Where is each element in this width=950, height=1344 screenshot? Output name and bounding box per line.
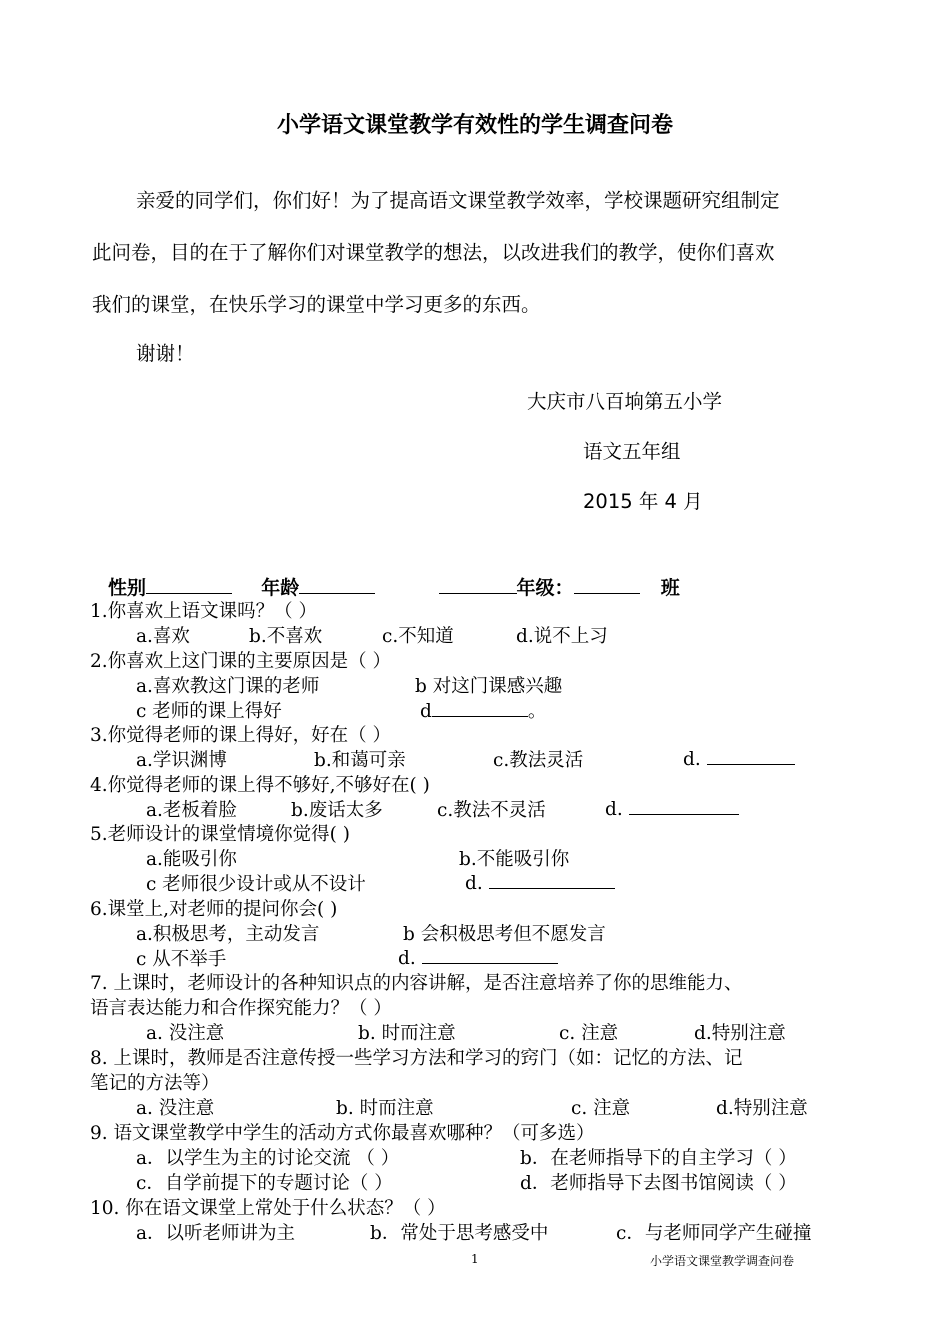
q6-option-a[interactable]: a.积极思考，主动发言 [136,924,320,945]
q6-option-c[interactable]: c 从不举手 [136,949,227,970]
q4-d-blank[interactable] [629,796,739,815]
grade-label: 年级： [516,577,574,599]
q1-option-b[interactable]: b.不喜欢 [249,626,323,647]
question-9: 9. 语文课堂教学中学生的活动方式你最喜欢哪种？（可多选） [90,1123,595,1144]
question-6: 6.课堂上,对老师的提问你会( ) [90,899,338,920]
q3-option-a[interactable]: a.学识渊博 [136,750,227,771]
q5-option-c[interactable]: c 老师很少设计或从不设计 [146,874,366,895]
age-label: 年龄 [261,577,300,599]
intro-line-2: 此问卷，目的在于了解你们对课堂教学的想法，以改进我们的教学，使你们喜欢 [92,241,775,264]
page-title: 小学语文课堂教学有效性的学生调查问卷 [276,113,673,138]
q2-option-d-end: 。 [527,701,547,722]
q8-option-c[interactable]: c. 注意 [571,1098,631,1119]
question-4: 4.你觉得老师的课上得不够好,不够好在( ) [90,775,430,796]
question-10: 10. 你在语文课堂上常处于什么状态？（ ） [90,1198,446,1219]
q1-option-d[interactable]: d.说不上习 [516,626,608,647]
q4-option-d[interactable] [605,796,739,820]
q4-option-c[interactable]: c.教法不灵活 [437,800,546,821]
q4-option-b[interactable]: b.废话太多 [291,800,383,821]
q6-option-d-label: d. [398,948,416,969]
grade-number-blank[interactable] [439,575,517,594]
q2-option-d-label: d [420,701,432,722]
date-text: 2015 年 4 月 [583,490,703,513]
question-8-line-2: 笔记的方法等） [90,1073,220,1094]
q3-option-d-label: d. [683,749,701,770]
q7-option-b[interactable]: b. 时而注意 [358,1023,456,1044]
q9-option-b[interactable]: b．在老师指导下的自主学习（ ） [520,1148,797,1169]
thanks-text: 谢谢！ [136,342,195,365]
intro-line-3: 我们的课堂，在快乐学习的课堂中学习更多的东西。 [92,293,541,316]
q3-option-c[interactable]: c.教法灵活 [493,750,584,771]
q2-option-a[interactable]: a.喜欢教这门课的老师 [136,676,320,697]
q1-option-c[interactable]: c.不知道 [382,626,454,647]
q7-option-d[interactable]: d.特别注意 [694,1023,786,1044]
q8-option-d[interactable]: d.特别注意 [716,1098,808,1119]
gender-blank[interactable] [146,575,232,594]
q10-option-a[interactable]: a．以听老师讲为主 [136,1223,296,1244]
q4-option-d-label: d. [605,799,623,820]
q2-option-b[interactable]: b 对这门课感兴趣 [415,676,563,697]
q7-option-a[interactable]: a. 没注意 [146,1023,225,1044]
q4-option-a[interactable]: a.老板着脸 [146,800,237,821]
q8-option-a[interactable]: a. 没注意 [136,1098,215,1119]
q10-option-c[interactable]: c．与老师同学产生碰撞 [616,1223,812,1244]
q7-option-c[interactable]: c. 注意 [559,1023,619,1044]
group-name: 语文五年组 [583,440,681,463]
question-2: 2.你喜欢上这门课的主要原因是（ ） [90,651,392,672]
question-7-line-1: 7. 上课时，老师设计的各种知识点的内容讲解，是否注意培养了你的思维能力、 [90,973,743,994]
q6-d-blank[interactable] [422,945,558,964]
class-label: 班 [660,577,680,599]
q2-d-blank[interactable] [432,698,528,717]
q3-d-blank[interactable] [707,746,795,765]
school-name: 大庆市八百垧第五小学 [527,390,723,413]
q9-option-d[interactable]: d．老师指导下去图书馆阅读（ ） [520,1173,797,1194]
q3-option-d[interactable] [683,746,795,770]
question-1: 1.你喜欢上语文课吗？（ ） [90,601,318,622]
question-7-line-2: 语言表达能力和合作探究能力？（ ） [90,998,392,1019]
q9-option-a[interactable]: a．以学生为主的讨论交流 （ ） [136,1148,400,1169]
footer-title: 小学语文课堂教学调查问卷 [650,1254,795,1268]
q8-option-b[interactable]: b. 时而注意 [336,1098,434,1119]
gender-label: 性别 [108,577,147,599]
student-info-row [108,573,680,600]
q2-option-d[interactable] [420,697,546,723]
q5-option-a[interactable]: a.能吸引你 [146,849,237,870]
q5-option-d[interactable] [465,870,615,894]
q5-option-b[interactable]: b.不能吸引你 [459,849,570,870]
question-8-line-1: 8. 上课时，教师是否注意传授一些学习方法和学习的窍门（如：记忆的方法、记 [90,1048,743,1069]
q10-option-b[interactable]: b．常处于思考感受中 [370,1223,549,1244]
question-5: 5.老师设计的课堂情境你觉得( ) [90,824,350,845]
q5-d-blank[interactable] [489,870,615,889]
q1-option-a[interactable]: a.喜欢 [136,626,190,647]
q2-option-c[interactable]: c 老师的课上得好 [136,701,282,722]
intro-line-1: 亲爱的同学们，你们好！为了提高语文课堂教学效率，学校课题研究组制定 [136,189,780,212]
page-number: 1 [471,1252,479,1266]
q3-option-b[interactable]: b.和蔼可亲 [314,750,406,771]
q5-option-d-label: d. [465,873,483,894]
q6-option-d[interactable] [398,945,558,969]
age-blank[interactable] [299,575,375,594]
question-3: 3.你觉得老师的课上得好，好在（ ） [90,725,392,746]
q9-option-c[interactable]: c．自学前提下的专题讨论（ ） [136,1173,393,1194]
q6-option-b[interactable]: b 会积极思考但不愿发言 [403,924,606,945]
grade-blank[interactable] [574,575,640,594]
